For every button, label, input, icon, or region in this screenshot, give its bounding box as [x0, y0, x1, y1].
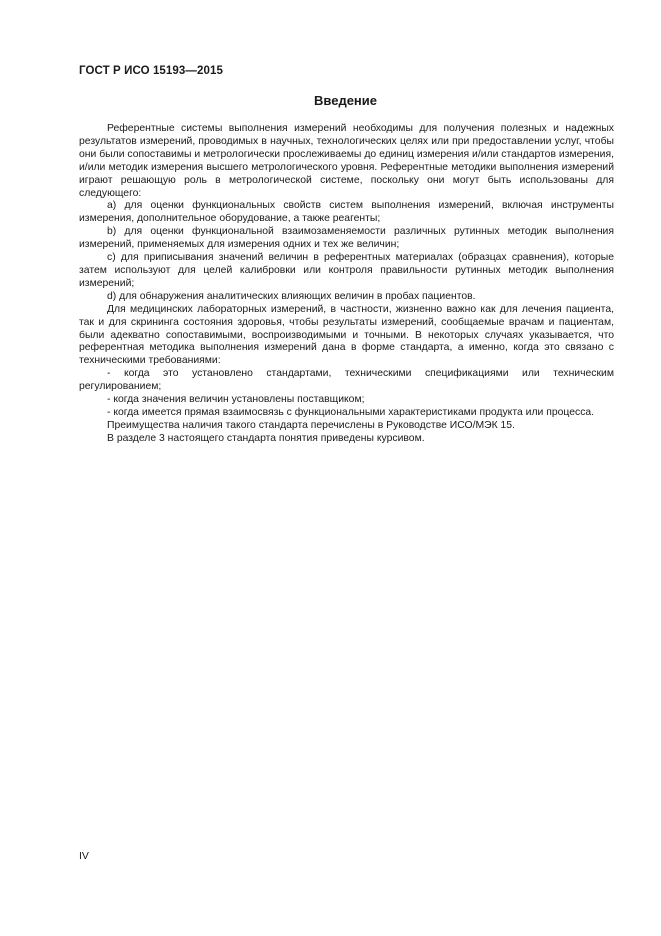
- dash-item-standards: - когда это установлено стандартами, техническими спецификациями или техническим регулированием;: [79, 368, 614, 393]
- paragraph-advantages: Преимущества наличия такого стандарта перечислены в Руководстве ИСО/МЭК 15.: [107, 419, 515, 431]
- dash-item-relationship: - когда имеется прямая взаимосвязь с функциональными характеристиками продукта или процесса.: [107, 406, 595, 418]
- list-item-c: c) для приписывания значений величин в референтных материалах (образцах сравнения), которые затем используют для целей калибровки или контроля правильности рутинных методик выполнения измерений;: [79, 252, 614, 289]
- body-text: [79, 123, 614, 446]
- section-title: Введение: [314, 93, 377, 108]
- list-item-a: a) для оценки функциональных свойств систем выполнения измерений, включая инструменты измерения, дополнительное оборудование, а также реагенты;: [79, 200, 614, 225]
- paragraph-italics-note: В разделе 3 настоящего стандарта понятия приведены курсивом.: [107, 432, 425, 444]
- paragraph-medical: Для медицинских лабораторных измерений, в частности, жизненно важно как для лечения пациента, так и для скрининга состояния здоровья, чтобы результаты измерений, сообщаемые врачам и пациентам, были адекватно сопоставимыми, воспроизводимыми и точными. В некоторых случаях указывается, что референтная методика выполнения измерений дана в форме стандарта, а именно, когда это связано с техническими требованиями:: [79, 303, 614, 367]
- list-item-b: b) для оценки функциональной взаимозаменяемости различных рутинных методик выполнения измерений, применяемых для измерения одних и тех же величин;: [79, 226, 614, 251]
- paragraph-intro: Референтные системы выполнения измерений необходимы для получения полезных и надежных результатов измерений, проводимых в научных, технологических целях или при предоставлении услуг, чтобы они были сопоставимы и метрологически прослеживаемы до единиц измерения и/или стандартов измерения, и/или методик измерения высшего метрологического уровня. Референтные методики выполнения измерений играют решающую роль в метрологической системе, поскольку они могут быть использованы для следующего:: [79, 123, 614, 199]
- dash-item-supplier: - когда значения величин установлены поставщиком;: [107, 394, 365, 406]
- page-number: IV: [79, 850, 89, 862]
- list-item-d: d) для обнаружения аналитических влияющих величин в пробах пациентов.: [107, 290, 476, 302]
- document-header: ГОСТ Р ИСО 15193—2015: [79, 65, 224, 77]
